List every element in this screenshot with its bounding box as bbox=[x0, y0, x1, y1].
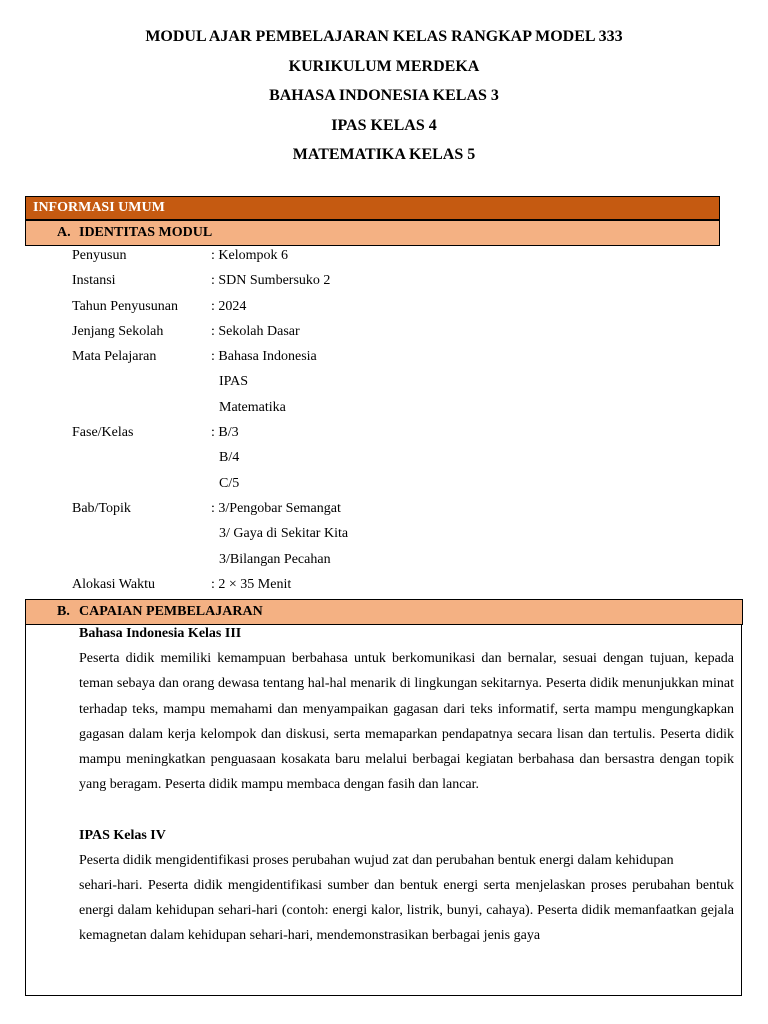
identitas-row bbox=[0, 547, 768, 572]
identitas-value: 3/Bilangan Pecahan bbox=[219, 551, 331, 567]
identitas-value: Matematika bbox=[219, 399, 286, 415]
title-line: IPAS KELAS 4 bbox=[331, 116, 437, 134]
identitas-list bbox=[0, 243, 768, 597]
identitas-value: : Bahasa Indonesia bbox=[211, 349, 317, 365]
section-title: CAPAIAN PEMBELAJARAN bbox=[79, 604, 263, 619]
paragraph-spacer bbox=[79, 797, 734, 822]
identitas-value: : Sekolah Dasar bbox=[211, 323, 300, 339]
identitas-row bbox=[0, 496, 768, 521]
identitas-value: IPAS bbox=[219, 374, 249, 390]
document-title bbox=[0, 22, 768, 170]
identitas-value: : Kelompok 6 bbox=[211, 248, 288, 263]
identitas-value: : 2 × 35 Menit bbox=[211, 576, 292, 592]
title-line: MODUL AJAR PEMBELAJARAN KELAS RANGKAP MODEL 333 bbox=[145, 28, 623, 45]
identitas-row bbox=[0, 471, 768, 496]
section-title: IDENTITAS MODUL bbox=[79, 225, 213, 240]
cp-ipas-line1: Peserta didik mengidentifikasi proses perubahan wujud zat dan perubahan bentuk energi dalam kehidupan bbox=[79, 852, 674, 868]
title-line: MATEMATIKA KELAS 5 bbox=[292, 146, 476, 163]
identitas-label: Tahun Penyusunan bbox=[72, 298, 178, 314]
title-line: BAHASA INDONESIA KELAS 3 bbox=[269, 87, 499, 104]
capaian-content bbox=[79, 621, 734, 949]
identitas-row bbox=[0, 344, 768, 369]
cp-bahasa-heading: Bahasa Indonesia Kelas III bbox=[79, 626, 242, 641]
identitas-label: Instansi bbox=[72, 273, 116, 289]
section-number: A. bbox=[57, 225, 71, 240]
identitas-label: Bab/Topik bbox=[72, 500, 131, 516]
identitas-row bbox=[0, 395, 768, 420]
cp-ipas-text: sehari-hari. Peserta didik mengidentifikasi sumber dan bentuk energi serta menjelaskan proses perubahan bentuk energi dalam kehidupan sehari-hari (contoh: energi kalor, listrik, bunyi, cahaya). Peserta didik memanfaatkan gejala kemagnetan dalam kehidupan sehari-hari, mendemonstrasikan berbagai jenis gaya bbox=[79, 878, 734, 944]
section-number: B. bbox=[57, 604, 70, 619]
identitas-value: : B/3 bbox=[211, 425, 239, 441]
identitas-label: Alokasi Waktu bbox=[72, 576, 155, 592]
identitas-value: C/5 bbox=[219, 475, 240, 491]
cp-ipas-heading: IPAS Kelas IV bbox=[79, 827, 166, 843]
identitas-label: Jenjang Sekolah bbox=[72, 323, 164, 339]
identitas-row bbox=[0, 420, 768, 445]
identitas-row bbox=[0, 521, 768, 546]
identitas-row bbox=[0, 243, 768, 268]
informasi-umum-header: INFORMASI UMUM bbox=[25, 196, 720, 220]
identitas-label: Fase/Kelas bbox=[72, 425, 134, 441]
identitas-row bbox=[0, 268, 768, 293]
identitas-row bbox=[0, 294, 768, 319]
identitas-value: 3/ Gaya di Sekitar Kita bbox=[219, 526, 349, 542]
identitas-value: : 2024 bbox=[211, 298, 247, 314]
identitas-value: : 3/Pengobar Semangat bbox=[211, 500, 341, 516]
cp-bahasa-text: Peserta didik memiliki kemampuan berbahasa untuk berkomunikasi dan bernalar, sesuai dengan tujuan, kepada teman sebaya dan orang dewasa tentang hal-hal menarik di lingkungan sekitarnya. Peserta didik menunjukkan minat terhadap teks, mampu memahami dan menyampaikan gagasan dari teks informatif, serta mampu mengungkapkan gagasan dalam kerja kelompok dan diskusi, serta memaparkan pendapatnya secara lisan dan tertulis. Peserta didik mampu meningkatkan penguasaan kosakata baru melalui berbagai kegiatan berbahasa dan bersastra dengan topik yang beragam. Peserta didik mampu membaca dengan fasih dan lancar. bbox=[79, 651, 734, 793]
identitas-label: Mata Pelajaran bbox=[72, 349, 157, 365]
identitas-value: B/4 bbox=[219, 450, 240, 466]
identitas-value: : SDN Sumbersuko 2 bbox=[211, 273, 331, 289]
identitas-row bbox=[0, 445, 768, 470]
identitas-row bbox=[0, 572, 768, 597]
identitas-row bbox=[0, 369, 768, 394]
identitas-label: Penyusun bbox=[72, 248, 127, 263]
title-line: KURIKULUM MERDEKA bbox=[288, 57, 480, 75]
identitas-row bbox=[0, 319, 768, 344]
